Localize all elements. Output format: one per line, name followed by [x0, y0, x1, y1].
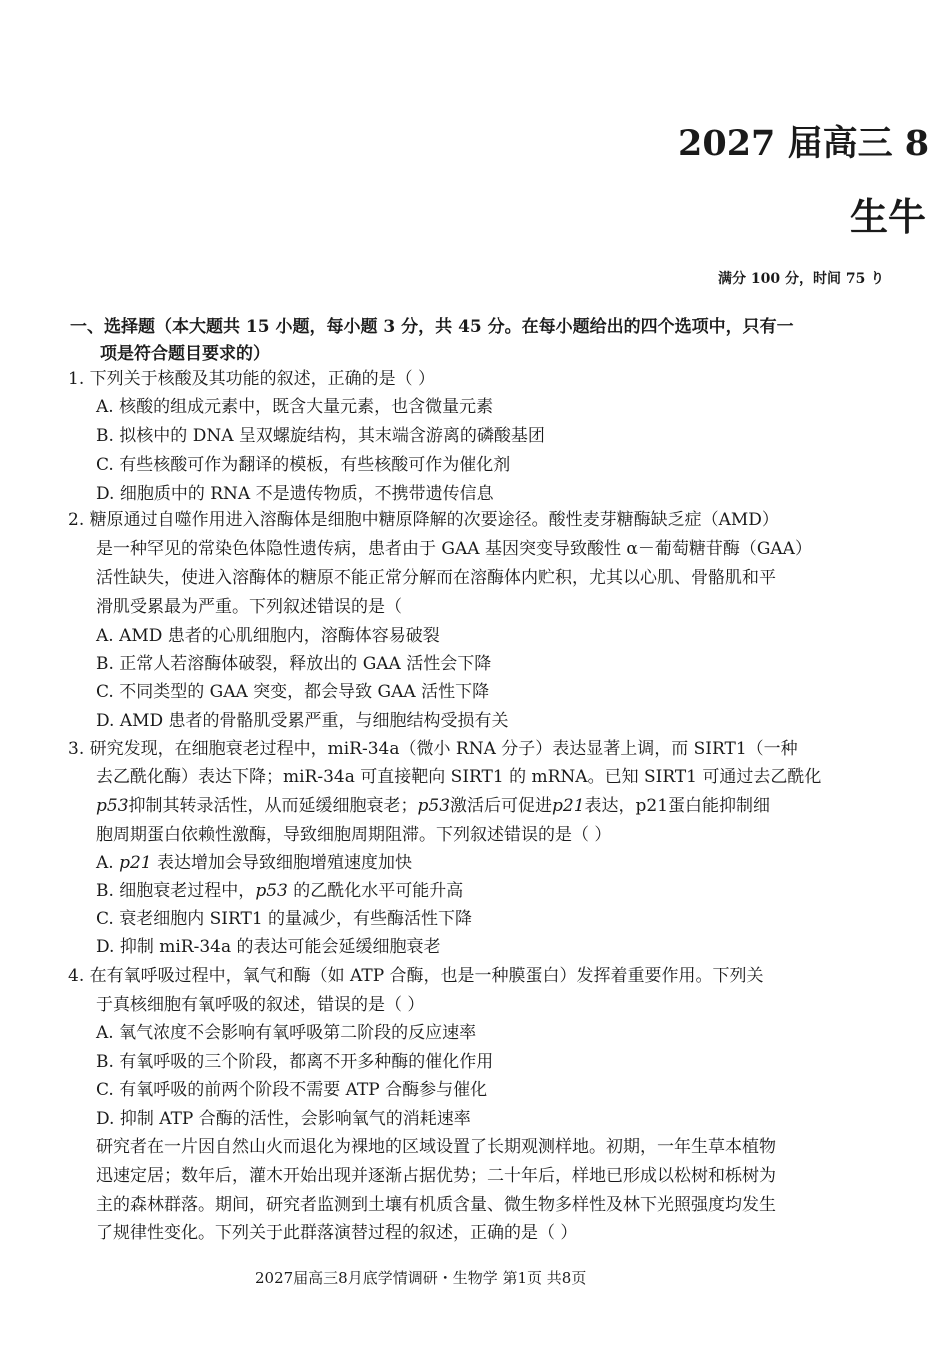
section-heading: 一、选择题（本大题共 15 小题，每小题 3 分，共 45 分。在每小题给出的四个选项中，只有一: [70, 317, 794, 337]
gene-p21: p21: [552, 796, 585, 816]
question-4-stem: 4. 在有氧呼吸过程中，氧气和酶（如 ATP 合酶，也是一种膜蛋白）发挥着重要作用。下列关: [68, 966, 764, 986]
text-segment: B. 细胞衰老过程中，: [96, 881, 256, 901]
question-3-stem-line: [96, 791, 770, 816]
page-footer: 2027届高三8月底学情调研・生物学 第1页 共8页: [255, 1269, 587, 1287]
text-segment: 抑制其转录活性，从而延缓细胞衰老；: [128, 796, 418, 816]
question-1-option-d: D. 细胞质中的 RNA 不是遗传物质，不携带遗传信息: [96, 484, 494, 504]
question-1-option-c: C. 有些核酸可作为翻译的模板，有些核酸可作为催化剂: [96, 455, 511, 475]
question-2-stem-line: 活性缺失，使进入溶酶体的糖原不能正常分解而在溶酶体内贮积，尤其以心肌、骨骼肌和平: [96, 568, 776, 588]
question-3-option-c: C. 衰老细胞内 SIRT1 的量减少，有些酶活性下降: [96, 909, 473, 929]
gene-p53: p53: [96, 796, 129, 816]
exam-meta: 满分 100 分，时间 75 り: [718, 271, 885, 287]
question-5-stem: 研究者在一片因自然山火而退化为裸地的区域设置了长期观测样地。初期，一年生草本植物: [96, 1137, 776, 1157]
question-3-stem: 3. 研究发现，在细胞衰老过程中，miR-34a（微小 RNA 分子）表达显著上调，而 SIRT1（一种: [68, 739, 798, 759]
question-2-stem: 2. 糖原通过自噬作用进入溶酶体是细胞中糖原降解的次要途径。酸性麦芽糖酶缺乏症（AMD）: [68, 510, 779, 530]
question-3-option-d: D. 抑制 miR-34a 的表达可能会延缓细胞衰老: [96, 937, 441, 957]
question-5-stem-line: 迅速定居；数年后，灌木开始出现并逐渐占据优势；二十年后，样地已形成以松树和栎树为: [96, 1166, 776, 1186]
question-4-stem-line: 于真核细胞有氧呼吸的叙述，错误的是（ ）: [96, 995, 425, 1015]
question-1-stem: 1. 下列关于核酸及其功能的叙述，正确的是（ ）: [68, 369, 436, 389]
question-2-option-c: C. 不同类型的 GAA 突变，都会导致 GAA 活性下降: [96, 682, 490, 702]
gene-p53: p53: [417, 796, 451, 816]
question-2-option-a: A. AMD 患者的心肌细胞内，溶酶体容易破裂: [96, 626, 440, 646]
gene-p21: p21: [119, 853, 152, 873]
text-segment: 激活后可促进: [450, 796, 553, 816]
question-4-option-b: B. 有氧呼吸的三个阶段，都离不开多种酶的催化作用: [96, 1052, 494, 1072]
question-4-option-d: D. 抑制 ATP 合酶的活性，会影响氧气的消耗速率: [96, 1109, 471, 1129]
gene-p53: p53: [255, 881, 288, 901]
question-5-stem-line: 了规律性变化。下列关于此群落演替过程的叙述，正确的是（ ）: [96, 1223, 578, 1243]
text-segment: 的乙酰化水平可能升高: [287, 881, 464, 901]
question-3-option-a: [96, 848, 412, 873]
question-2-stem-line: 滑肌受累最为严重。下列叙述错误的是（: [96, 597, 402, 617]
question-4-option-a: A. 氧气浓度不会影响有氧呼吸第二阶段的反应速率: [96, 1023, 477, 1043]
question-2-option-d: D. AMD 患者的骨骼肌受累严重，与细胞结构受损有关: [96, 711, 509, 731]
question-1-option-a: A. 核酸的组成元素中，既含大量元素，也含微量元素: [96, 397, 494, 417]
text-segment: A.: [96, 853, 120, 873]
exam-title: 2027 届高三 8: [678, 123, 930, 164]
section-heading-cont: 项是符合题目要求的）: [100, 344, 270, 364]
question-2-option-b: B. 正常人若溶酶体破裂，释放出的 GAA 活性会下降: [96, 654, 492, 674]
question-3-option-b: [96, 876, 463, 901]
question-3-stem-line: 胞周期蛋白依赖性激酶，导致细胞周期阻滞。下列叙述错误的是（ ）: [96, 825, 612, 845]
question-1-option-b: B. 拟核中的 DNA 呈双螺旋结构，其末端含游离的磷酸基团: [96, 426, 545, 446]
question-3-stem-line: 去乙酰化酶）表达下降；miR-34a 可直接靶向 SIRT1 的 mRNA。已知 SIRT1 可通过去乙酰化: [96, 767, 822, 787]
text-segment: 表达，p21蛋白能抑制细: [584, 796, 771, 816]
question-2-stem-line: 是一种罕见的常染色体隐性遗传病，患者由于 GAA 基因突变导致酸性 α－葡萄糖苷酶（GAA）: [96, 539, 812, 559]
question-4-option-c: C. 有氧呼吸的前两个阶段不需要 ATP 合酶参与催化: [96, 1080, 488, 1100]
subject-title: 生牛: [850, 194, 927, 239]
text-segment: 表达增加会导致细胞增殖速度加快: [151, 853, 413, 873]
question-5-stem-line: 主的森林群落。期间，研究者监测到土壤有机质含量、微生物多样性及林下光照强度均发生: [96, 1195, 776, 1215]
